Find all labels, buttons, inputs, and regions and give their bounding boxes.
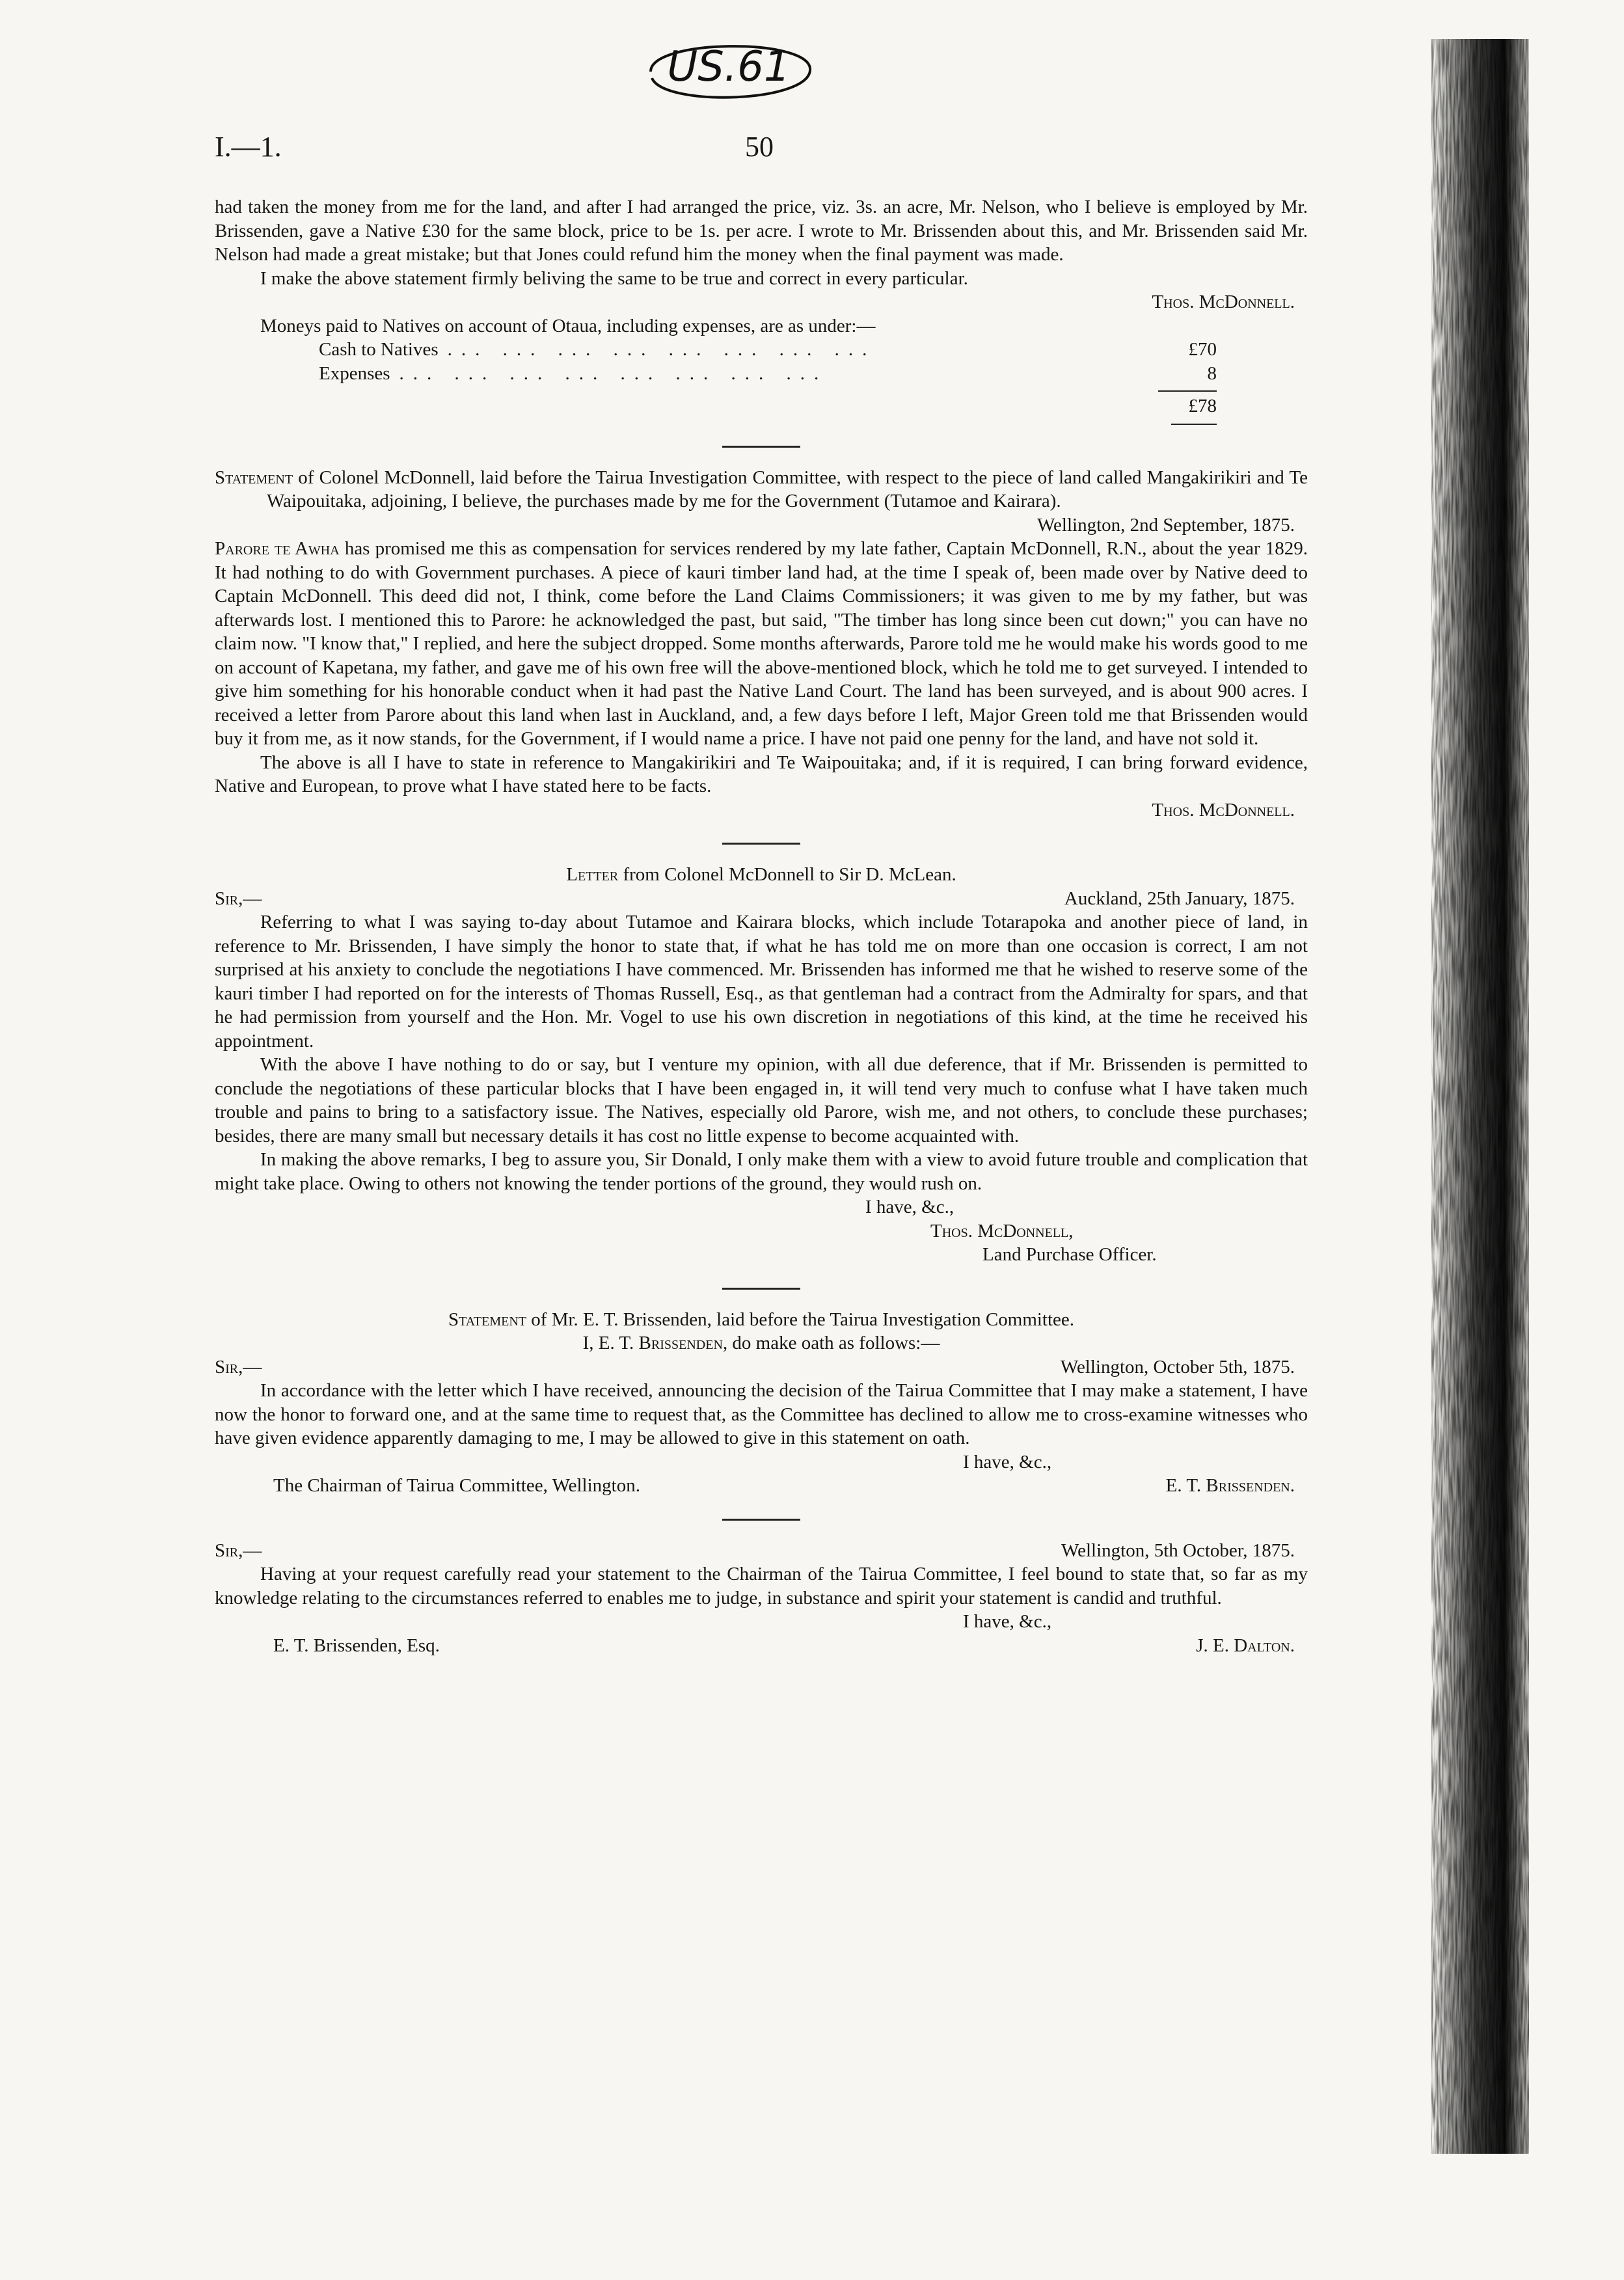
letter-closing: I have, &c., xyxy=(865,1197,954,1217)
paragraph-lead-name: Parore te Awha xyxy=(215,538,340,559)
statement-salutation: Sir,— xyxy=(215,1356,262,1378)
statement-salutation-row xyxy=(215,1355,1308,1379)
mcdonnell-statement-heading xyxy=(215,466,1308,513)
section-divider xyxy=(722,446,800,448)
statement-dateline: Wellington, 2nd September, 1875. xyxy=(1036,514,1295,536)
statement-closing: I have, &c., xyxy=(963,1451,1052,1472)
leader-dots: ... ... ... ... ... ... ... ... xyxy=(447,339,876,360)
letter-signature: Thos. McDonnell, xyxy=(930,1220,1074,1242)
intro-paragraph-1: had taken the money from me for the land, and after I had arranged the price, viz. 3s. an acre, Mr. Nelson, who I believe is employed by Mr. Brissenden, gave a Native £30 for the same block, price to be 1s. per acre. I wrote to Mr. Brissenden about this, and Mr. Brissenden said Mr. Nelson had made a great mistake; but that Jones could refund him the money when the final payment was made. xyxy=(215,197,1308,265)
moneys-intro: Moneys paid to Natives on account of Otaua, including expenses, are as under:— xyxy=(260,315,876,336)
mcdonnell-statement-section xyxy=(215,466,1308,822)
statement-paragraph-2: The above is all I have to state in reference to Mangakirikiri and Te Waipouitaka; and, if it is required, I can bring forward evidence, Native and European, to prove what I have stated here to be facts. xyxy=(215,752,1308,796)
binding-edge-shadow xyxy=(1431,39,1529,2154)
statement-dateline: Wellington, October 5th, 1875. xyxy=(1060,1356,1295,1378)
letter-salutation: Sir,— xyxy=(215,1540,262,1561)
section-divider xyxy=(722,843,800,845)
statement-signature: Thos. McDonnell. xyxy=(1152,799,1295,821)
payment-row xyxy=(319,362,1217,386)
paragraph-text: has promised me this as compensation for services rendered by my late father, Captain McDonnell, R.N., about the year 1829. It had nothing to do with Government purchases. A piece of kauri timber land had, at the time I speak of, been made over by Native deed to Captain McDonnell. This deed did not, I think, come before the Land Claims Commissioners; it was given to me by my father, but was afterwards lost. I mentioned this to Parore: he acknowledged the past, but said, "The timber has long since been cut down;" you can have no claim now. "I know that," I replied, and here the subject dropped. Some months afterwards, Parore told me he would make his words good to me on account of Kapetana, my father, and gave me of his own free will the above-mentioned block, which he told me to get surveyed. I intended to give him something for his honorable conduct when it had past the Native Land Court. The land has been surveyed, and is about 900 acres. I received a letter from Parore about this land when last in Auckland, and, a few days before I left, Major Green told me that Brissenden would buy it from me, as it now stands, for the Government, if I would name a price. I have not paid one penny for the land, and have not sold it. xyxy=(215,538,1308,749)
statement-paragraph: In accordance with the letter which I have received, announcing the decision of the Tairua Committee that I may make a statement, I have now the honor to forward one, and at the same time to request that, as the Committee has declined to allow me to cross-examine witnesses who have given evidence apparently damaging to me, I may be allowed to give in this statement on oath. xyxy=(215,1380,1308,1448)
mcdonnell-letter-section xyxy=(215,863,1308,1267)
letter-paragraph-1: Referring to what I was saying to-day about Tutamoe and Kairara blocks, which include Totarapoka and another piece of land, in reference to Mr. Brissenden, I have simply the honor to state that, if what he has told me on more than one occasion is correct, I am not surprised at his anxiety to conclude the negotiations I have commenced. Mr. Brissenden has informed me that he wished to reserve some of the kauri timber I had reported on for the interests of Thomas Russell, Esq., as that gentleman had a contract from the Admiralty for spars, and that he had permission from yourself and the Hon. Mr. Vogel to use his own discretion in negotiations of this kind, at the time he received his appointment. xyxy=(215,912,1308,1052)
section-divider xyxy=(722,1288,800,1290)
letter-paragraph-2: With the above I have nothing to do or say, but I venture my opinion, with all due deference, that if Mr. Brissenden is permitted to conclude the negotiations of these particular blocks that I have been engaged in, it will tend very much to confuse what I have taken much trouble and pains to bring to a satisfactory issue. The Natives, especially old Parore, wish me, and not others, to conclude these purchases; besides, there are many small but necessary details it has cost no little expense to become acquainted with. xyxy=(215,1054,1308,1147)
oath-post: do make oath as follows:— xyxy=(732,1333,940,1353)
statement-addressee: The Chairman of Tairua Committee, Wellington. xyxy=(273,1475,640,1496)
letter-heading xyxy=(215,863,1308,887)
brissenden-statement-section xyxy=(215,1308,1308,1498)
statement-signature: E. T. Brissenden. xyxy=(1165,1475,1295,1496)
heading-text: from Colonel McDonnell to Sir D. McLean. xyxy=(623,864,956,885)
brissenden-statement-heading xyxy=(215,1308,1308,1332)
oath-line xyxy=(215,1331,1308,1355)
statement-signoff-row xyxy=(215,1474,1308,1498)
oath-name: Brissenden, xyxy=(638,1333,728,1353)
payment-table xyxy=(319,338,1217,425)
intro-signature: Thos. McDonnell. xyxy=(1152,292,1295,312)
page-body xyxy=(215,195,1308,1657)
letter-dateline: Auckland, 25th January, 1875. xyxy=(1064,888,1295,909)
oath-pre: I, E. T. xyxy=(582,1333,634,1353)
letter-closing: I have, &c., xyxy=(963,1611,1052,1632)
heading-lead: Statement xyxy=(448,1309,527,1330)
payment-amount: £70 xyxy=(1188,339,1217,360)
letter-dateline: Wellington, 5th October, 1875. xyxy=(1061,1540,1295,1561)
intro-paragraph-2: I make the above statement firmly beliving the same to be true and correct in every particular. xyxy=(260,267,968,289)
letter-addressee: E. T. Brissenden, Esq. xyxy=(273,1635,440,1656)
payment-label: Cash to Natives xyxy=(319,339,439,360)
letter-signatory-title: Land Purchase Officer. xyxy=(982,1244,1157,1265)
statement-paragraph-1 xyxy=(215,537,1308,751)
section-divider xyxy=(722,1519,800,1521)
page-number: 50 xyxy=(745,131,774,163)
letter-paragraph-3: In making the above remarks, I beg to assure you, Sir Donald, I only make them with a view to avoid future trouble and complication that might take place. Owing to others not knowing the tender portions of the ground, they would rush on. xyxy=(215,1149,1308,1194)
archive-mark-text: US.61 xyxy=(667,43,791,91)
heading-lead: Statement xyxy=(215,467,293,488)
heading-text: of Mr. E. T. Brissenden, laid before the Tairua Investigation Committee. xyxy=(531,1309,1075,1330)
letter-paragraph: Having at your request carefully read your statement to the Chairman of the Tairua Committee, I feel bound to state that, so far as my knowledge relating to the circumstances referred to enables me to judge, in substance and spirit your statement is candid and truthful. xyxy=(215,1564,1308,1608)
dalton-letter-section xyxy=(215,1539,1308,1658)
letter-signature: J. E. Dalton. xyxy=(1196,1635,1295,1656)
payment-total: £78 xyxy=(1158,390,1217,425)
letter-salutation-row xyxy=(215,887,1308,911)
archive-stamp xyxy=(625,26,833,124)
letter-signoff-row xyxy=(215,1634,1308,1658)
heading-lead: Letter xyxy=(566,864,619,885)
payment-row xyxy=(319,338,1217,362)
payment-amount: 8 xyxy=(1207,362,1217,384)
letter-salutation-row xyxy=(215,1539,1308,1563)
letter-salutation: Sir,— xyxy=(215,888,262,909)
payment-label: Expenses xyxy=(319,362,390,384)
intro-section xyxy=(215,195,1308,425)
leader-dots: ... ... ... ... ... ... ... ... xyxy=(399,362,828,384)
heading-text: of Colonel McDonnell, laid before the Tairua Investigation Committee, with respect to the piece of land called Mangakirikiri and Te Waipouitaka, adjoining, I believe, the purchases made by me for the Government (Tutamoe and Kairara). xyxy=(267,467,1308,511)
document-reference: I.—1. xyxy=(215,131,282,163)
